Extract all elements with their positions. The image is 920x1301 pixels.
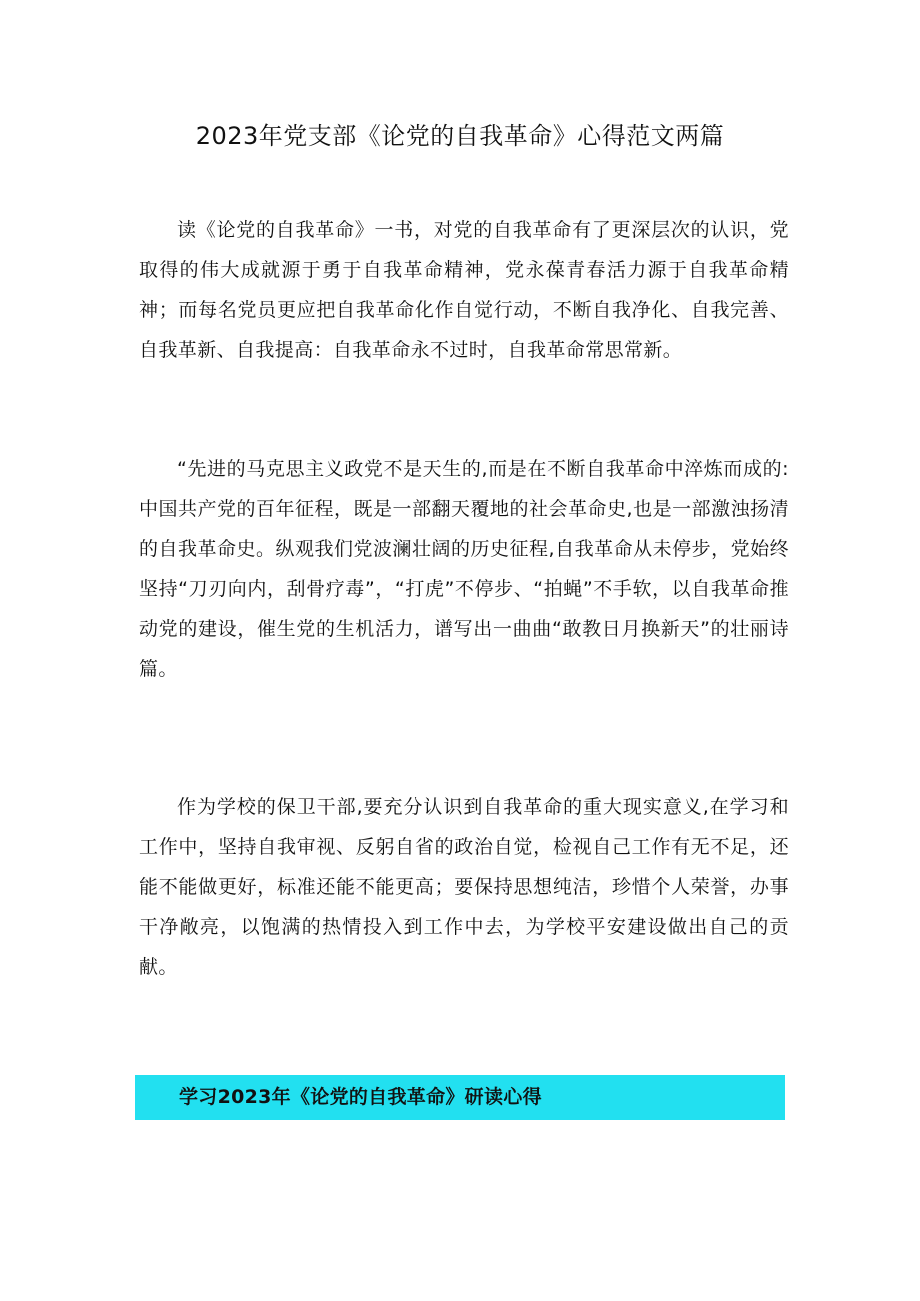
- document-title: 2023年党支部《论党的自我革命》心得范文两篇: [195, 122, 725, 150]
- paragraph-2: “先进的马克思主义政党不是天生的,而是在不断自我革命中淬炼而成的:中国共产党的百年征程，既是一部翻天覆地的社会革命史,也是一部激浊扬清的自我革命史。纵观我们党波澜壮阔的历史征程,自我革命从未停步，党始终坚持“刀刃向内，刮骨疗毒”，“打虎”不停步、“拍蝇”不手软，以自我革命推动党的建设，催生党的生机活力，谱写出一曲曲“敢教日月换新天”的壮丽诗篇。: [139, 458, 789, 680]
- section-heading: 学习2023年《论党的自我革命》研读心得: [179, 1086, 542, 1108]
- section-heading-banner: [135, 1075, 785, 1120]
- paragraph-1: 读《论党的自我革命》一书，对党的自我革命有了更深层次的认识，党取得的伟大成就源于勇于自我革命精神，党永葆青春活力源于自我革命精神；而每名党员更应把自我革命化作自觉行动，不断自我净化、自我完善、自我革新、自我提高：自我革命永不过时，自我革命常思常新。: [139, 219, 789, 361]
- paragraph-3: 作为学校的保卫干部,要充分认识到自我革命的重大现实意义,在学习和工作中，坚持自我审视、反躬自省的政治自觉，检视自己工作有无不足，还能不能做更好，标准还能不能更高；要保持思想纯洁，珍惜个人荣誉，办事干净敞亮，以饱满的热情投入到工作中去，为学校平安建设做出自己的贡献。: [139, 796, 789, 978]
